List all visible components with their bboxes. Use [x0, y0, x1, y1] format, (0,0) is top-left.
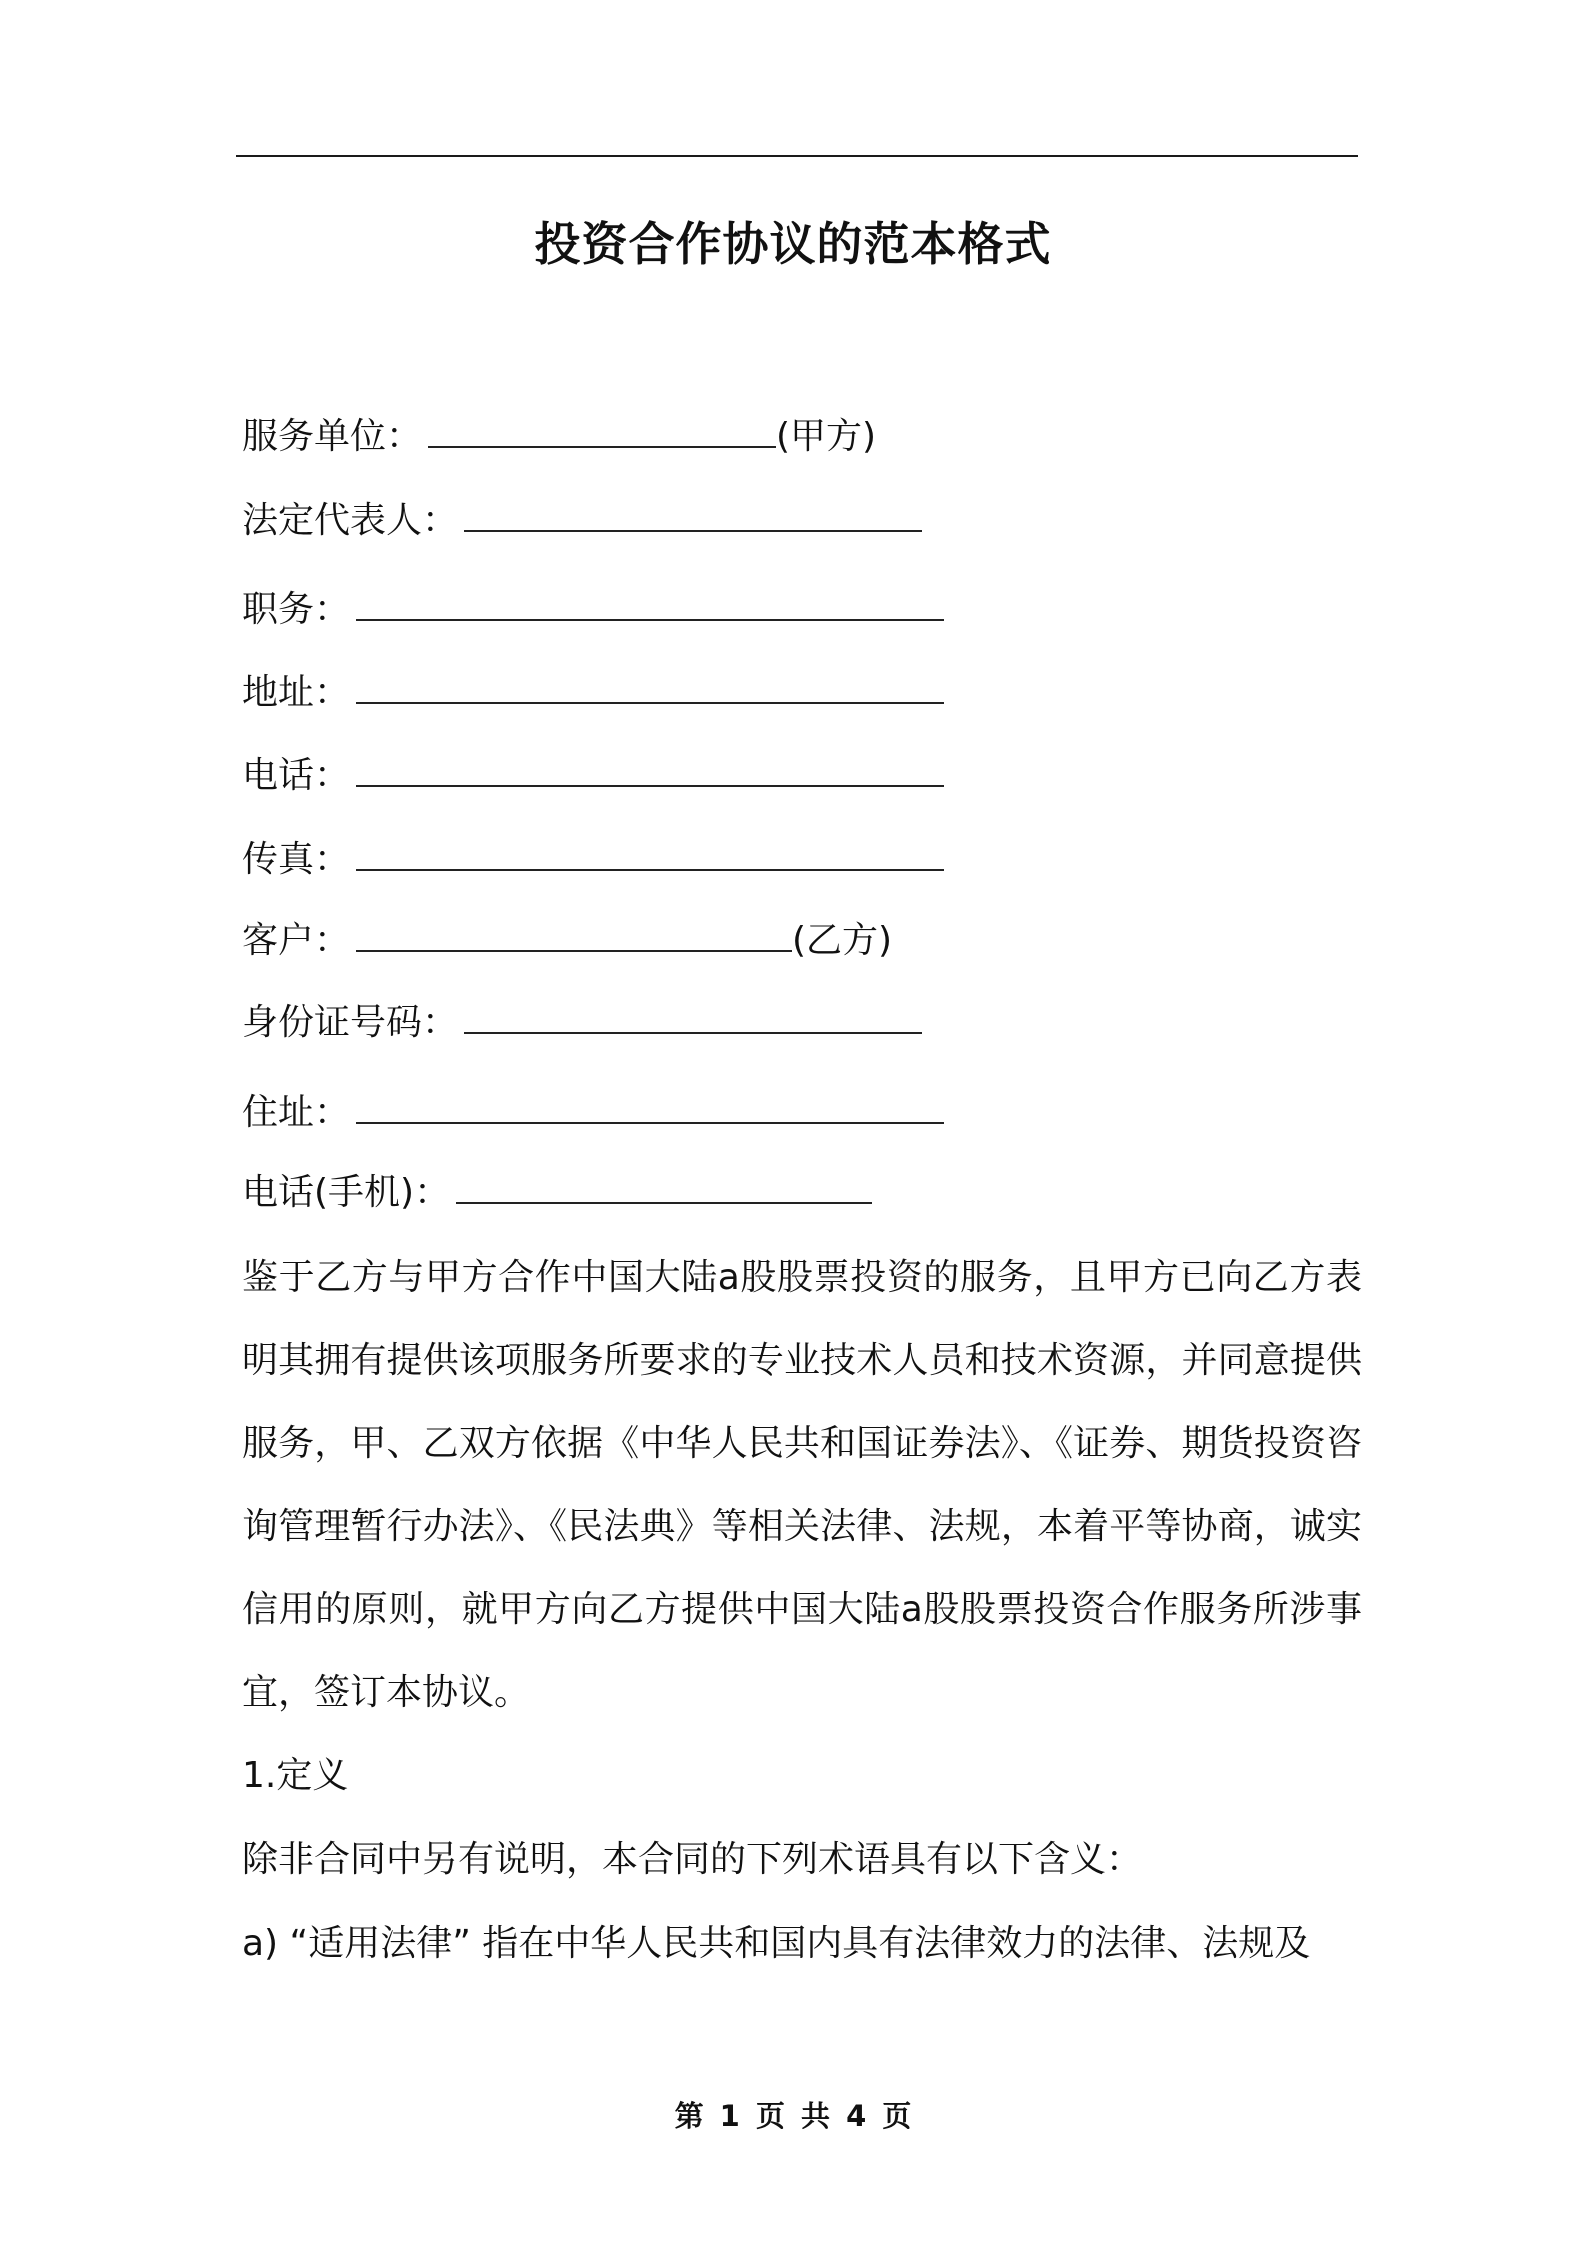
fill-blank — [356, 833, 944, 871]
field-suffix: (乙方) — [792, 920, 893, 961]
field-label: 电话： — [242, 755, 351, 796]
fill-blank — [356, 666, 944, 704]
field-label: 客户： — [242, 920, 351, 961]
section-heading: 1.定义 — [242, 1755, 349, 1796]
field-fax — [242, 833, 944, 884]
fill-blank — [464, 996, 922, 1034]
field-address — [242, 666, 944, 717]
field-residence — [242, 1086, 944, 1137]
fill-blank — [356, 749, 944, 787]
field-label: 电话(手机)： — [242, 1172, 451, 1213]
intro-paragraph: 鉴于乙方与甲方合作中国大陆a股股票投资的服务，且甲方已向乙方表明其拥有提供该项服务所要求的专业技术人员和技术资源，并同意提供服务，甲、乙双方依据《中华人民共和国证券法》、《证券、期货投资咨询管理暂行办法》、《民法典》等相关法律、法规，本着平等协商，诚实信用的原则，就甲方向乙方提供中国大陆a股股票投资合作服务所涉事宜，签订本协议。 — [242, 1257, 1362, 1713]
field-label: 职务： — [242, 589, 351, 630]
fill-blank — [428, 410, 776, 448]
fill-blank — [464, 494, 922, 532]
field-service-unit — [242, 410, 876, 461]
header-rule — [236, 155, 1358, 157]
field-suffix: (甲方) — [776, 416, 877, 457]
field-client — [242, 914, 892, 965]
field-label: 服务单位： — [242, 416, 423, 457]
definitions-intro: 除非合同中另有说明，本合同的下列术语具有以下含义： — [242, 1839, 1143, 1880]
fill-blank — [356, 1086, 944, 1124]
field-mobile — [242, 1166, 872, 1217]
fill-blank — [356, 583, 944, 621]
page-number: 第 1 页 共 4 页 — [674, 2099, 912, 2133]
definition-item-a: a) “适用法律” 指在中华人民共和国内具有法律效力的法律、法规及 — [242, 1923, 1311, 1964]
document-title: 投资合作协议的范本格式 — [534, 217, 1052, 271]
field-label: 身份证号码： — [242, 1002, 459, 1043]
field-position — [242, 583, 944, 634]
field-label: 地址： — [242, 672, 351, 713]
field-label: 住址： — [242, 1092, 351, 1133]
fill-blank — [356, 914, 792, 952]
field-label: 传真： — [242, 839, 351, 880]
field-legal-representative — [242, 494, 922, 545]
field-phone — [242, 749, 944, 800]
field-label: 法定代表人： — [242, 500, 459, 541]
fill-blank — [456, 1166, 872, 1204]
field-id-number — [242, 996, 922, 1047]
